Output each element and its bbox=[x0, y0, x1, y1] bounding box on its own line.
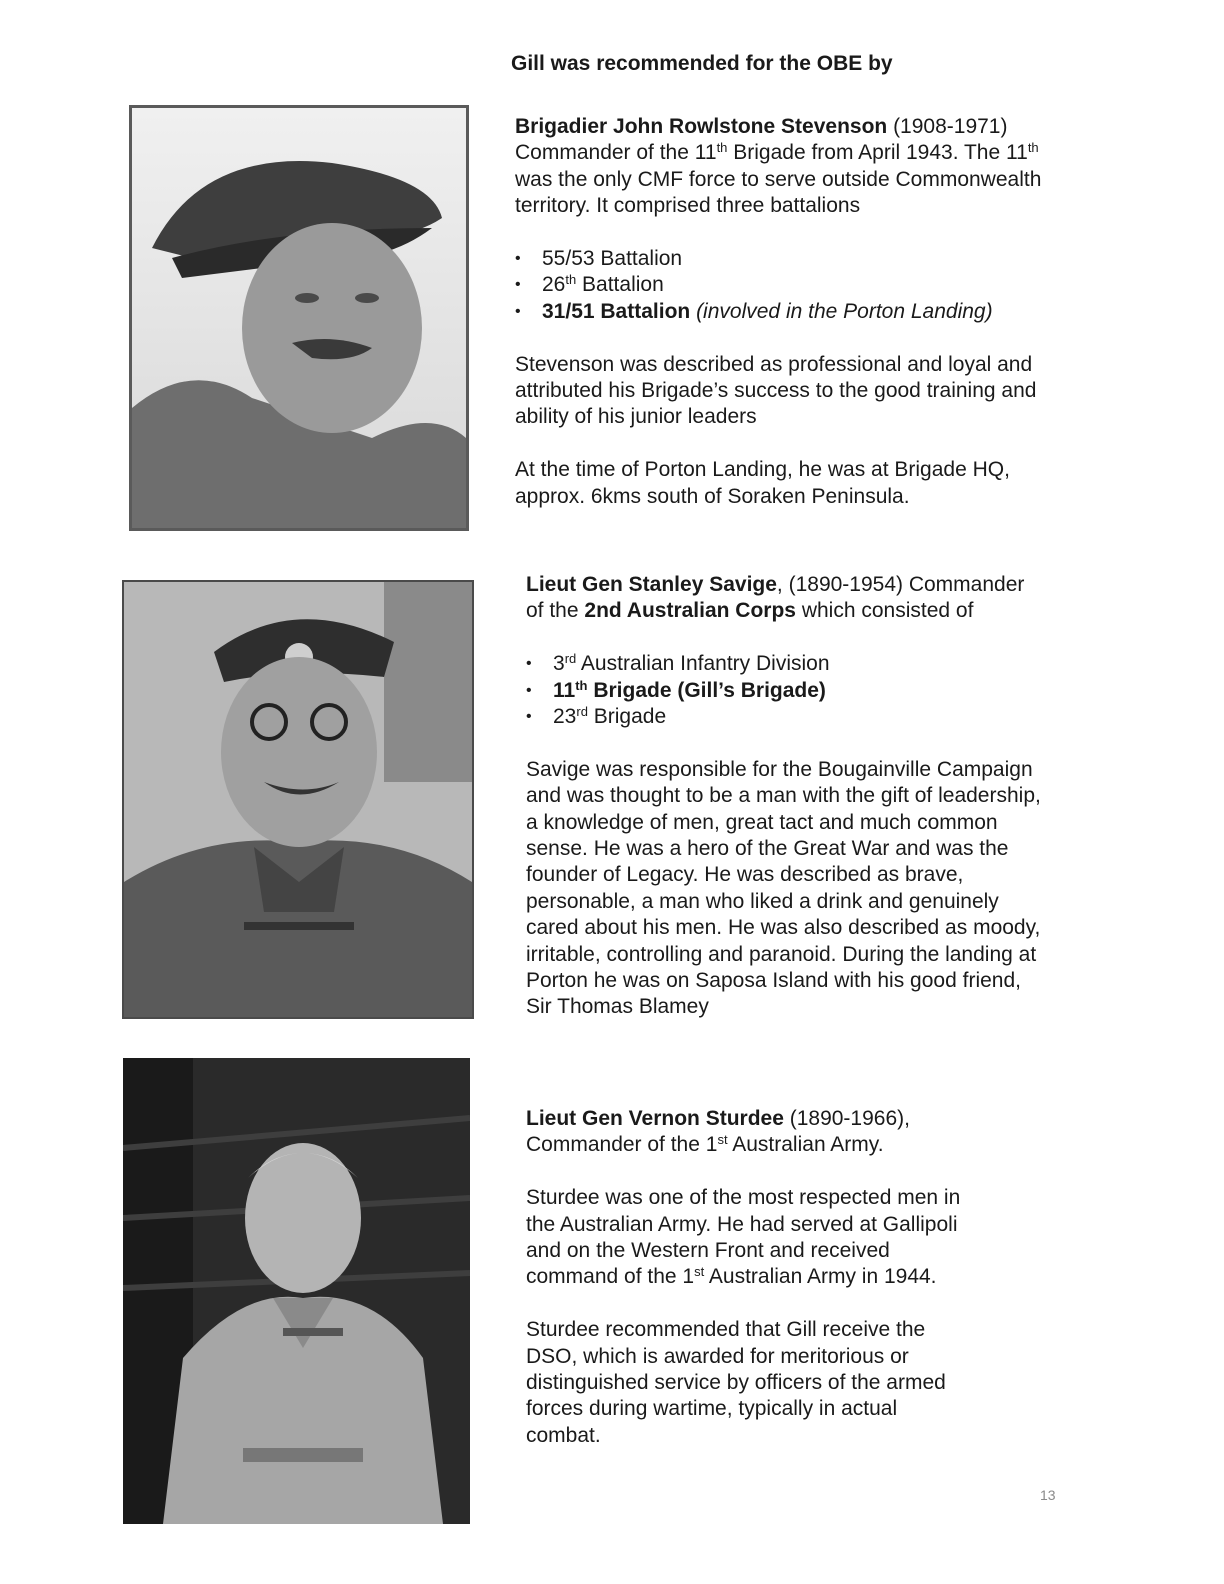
stevenson-title-line: Brigadier John Rowlstone Stevenson (1908-1971) bbox=[515, 115, 1008, 138]
battalion-list bbox=[515, 246, 1085, 325]
list-item: • 26th Battalion bbox=[515, 272, 1085, 298]
sturdee-bio: Lieut Gen Vernon Sturdee (1890-1966), Commander of the 1st Australian Army. Sturdee was one of the most respected men in the Australian Army. He had served at Gallipoli and on the Western Front and received command of the 1st Australian Army in 1944. Sturdee recommended that Gill receive the DSO, which is awarded for meritorious or distinguished service by officers of the armed forces during wartime, typically in actual combat. bbox=[526, 1107, 961, 1447]
list-item: • 3rd Australian Infantry Division bbox=[526, 651, 1096, 677]
photo-sturdee bbox=[123, 1058, 470, 1524]
corps-list bbox=[526, 651, 1096, 730]
photo-savige bbox=[122, 580, 474, 1019]
list-item: • 31/51 Battalion (involved in the Porton Landing) bbox=[515, 299, 1085, 325]
list-item: • 23rd Brigade bbox=[526, 704, 1096, 730]
savige-name: Lieut Gen Stanley Savige bbox=[526, 573, 777, 596]
stevenson-bio: Brigadier John Rowlstone Stevenson (1908-1971) Commander of the 11th Brigade from April 1943. The 11th was the only CMF force to serve outside Commonwealth territory. It comprised three battalions • 55/53 Battalion • 26th Battalion • 31/51 Battalion (involved in the Porton Landing) Stevenson was described as professional and loyal and attributed his Brigade’s success to the good training and ability of his junior leaders At the time of Porton Landing, he was at Brigade HQ, approx. 6kms south of Soraken Peninsula. bbox=[515, 114, 1085, 510]
sturdee-name: Lieut Gen Vernon Sturdee bbox=[526, 1107, 784, 1130]
photo-stevenson bbox=[129, 105, 469, 531]
page-number: 13 bbox=[1040, 1487, 1056, 1503]
list-item: • 11th Brigade (Gill’s Brigade) bbox=[526, 678, 1096, 704]
list-item: • 55/53 Battalion bbox=[515, 246, 1085, 272]
stevenson-name: Brigadier John Rowlstone Stevenson bbox=[515, 115, 888, 138]
savige-bio: Lieut Gen Stanley Savige, (1890-1954) Commander of the 2nd Australian Corps which consisted of • 3rd Australian Infantry Division • 11th Brigade (Gill’s Brigade) • 23rd Brigade Savige was responsible for the Bougainville Campaign and was thought to be a man with the gift of leadership, a knowledge of men, great tact and much common sense. He was a hero of the Great War and was the founder of Legacy. He was described as brave, personable, a man who liked a drink and genuinely cared about his men. He was also described as moody, irritable, controlling and paranoid. During the landing at Porton he was on Saposa Island with his good friend, Sir Thomas Blamey bbox=[526, 572, 1096, 1021]
page-heading: Gill was recommended for the OBE by bbox=[511, 52, 893, 75]
